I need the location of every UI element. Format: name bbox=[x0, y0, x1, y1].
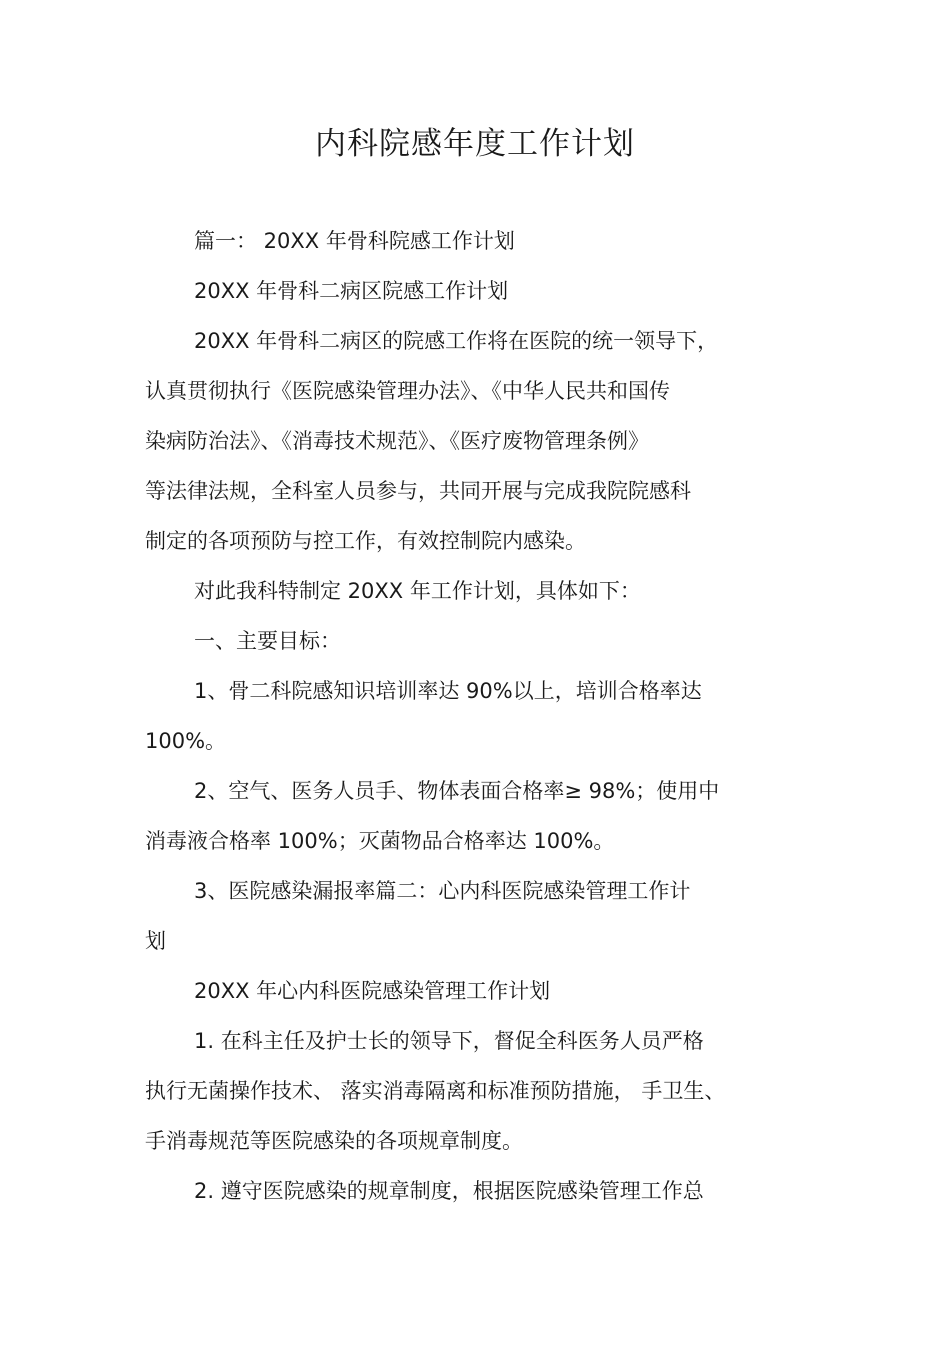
paragraph-line: 20XX 年心内科医院感染管理工作计划 bbox=[194, 979, 551, 1003]
paragraph-line: 3、医院感染漏报率篇二：心内科医院感染管理工作计 bbox=[194, 879, 691, 903]
section-heading: 一、主要目标： bbox=[194, 629, 341, 653]
paragraph-line: 执行无菌操作技术、 落实消毒隔离和标准预防措施， 手卫生、 bbox=[145, 1079, 726, 1103]
paragraph-line: 制定的各项预防与控工作，有效控制院内感染。 bbox=[145, 529, 586, 553]
paragraph-line: 1. 在科主任及护士长的领导下，督促全科医务人员严格 bbox=[194, 1029, 704, 1053]
paragraph-line: 等法律法规，全科室人员参与，共同开展与完成我院院感科 bbox=[145, 479, 691, 503]
paragraph-line: 2、空气、医务人员手、物体表面合格率≥ 98%；使用中 bbox=[194, 779, 720, 803]
paragraph-line: 划 bbox=[145, 929, 166, 953]
document-title: 内科院感年度工作计划 bbox=[315, 126, 635, 162]
paragraph-line: 对此我科特制定 20XX 年工作计划，具体如下： bbox=[194, 579, 641, 603]
paragraph-line: 20XX 年骨科二病区的院感工作将在医院的统一领导下， bbox=[194, 329, 719, 353]
paragraph-line: 1、骨二科院感知识培训率达 90%以上，培训合格率达 bbox=[194, 679, 702, 703]
paragraph-line: 手消毒规范等医院感染的各项规章制度。 bbox=[145, 1129, 523, 1153]
paragraph-line: 20XX 年骨科二病区院感工作计划 bbox=[194, 279, 509, 303]
paragraph-line: 染病防治法》、《消毒技术规范》、《医疗废物管理条例》 bbox=[145, 429, 649, 453]
paragraph-line: 认真贯彻执行《医院感染管理办法》、《中华人民共和国传 bbox=[145, 379, 670, 403]
paragraph-line: 100%。 bbox=[145, 729, 227, 753]
paragraph-line: 2. 遵守医院感染的规章制度，根据医院感染管理工作总 bbox=[194, 1179, 704, 1203]
paragraph-line: 消毒液合格率 100%；灭菌物品合格率达 100%。 bbox=[145, 829, 615, 853]
paragraph-line: 篇一： 20XX 年骨科院感工作计划 bbox=[194, 229, 515, 253]
